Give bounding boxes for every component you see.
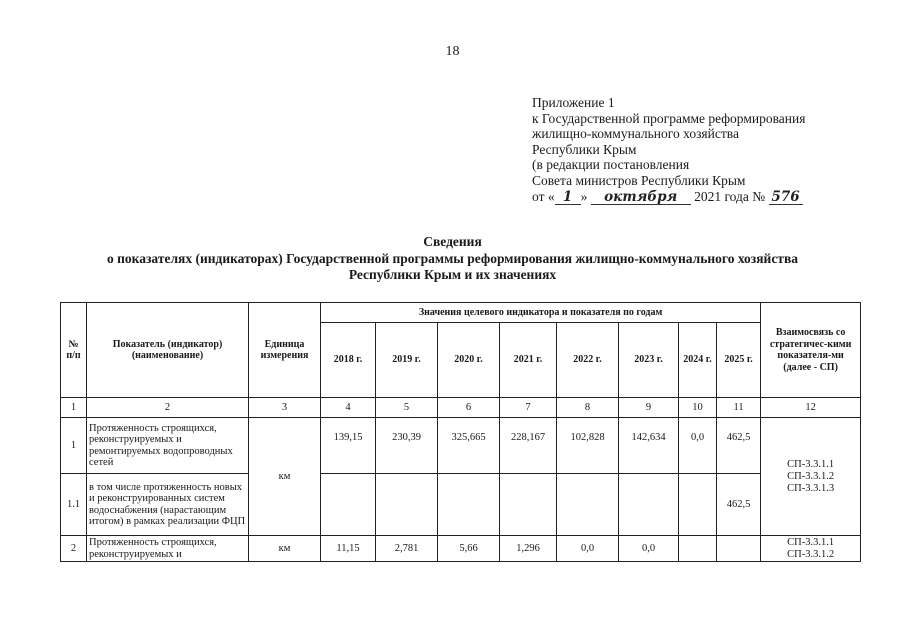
row-value: 102,828 bbox=[557, 418, 619, 474]
row-strategic-link bbox=[761, 418, 861, 536]
row-num: 1 bbox=[61, 418, 87, 474]
row-value: 0,0 bbox=[679, 418, 717, 474]
col-number: 6 bbox=[438, 398, 500, 418]
resolution-number-handwritten: 576 bbox=[769, 190, 803, 205]
header-year: 2022 г. bbox=[557, 323, 619, 398]
row-value bbox=[500, 474, 557, 536]
row-value: 0,0 bbox=[557, 536, 619, 562]
row-sp-codes: СП-3.3.1.1 СП-3.3.1.2 СП-3.3.1.3 bbox=[787, 458, 835, 494]
row-value: 462,5 bbox=[717, 418, 761, 474]
row-value: 11,15 bbox=[321, 536, 376, 562]
date-month-handwritten: октября bbox=[591, 190, 691, 205]
col-number: 1 bbox=[61, 398, 87, 418]
row-value bbox=[717, 536, 761, 562]
row-indicator-name: Протяженность строящихся, реконструируемых и bbox=[87, 536, 249, 562]
row-value bbox=[438, 474, 500, 536]
row-value bbox=[679, 474, 717, 536]
table-row bbox=[61, 474, 861, 536]
col-number: 11 bbox=[717, 398, 761, 418]
indicators-table bbox=[60, 302, 861, 562]
row-indicator-name: Протяженность строящихся, реконструируемых и ремонтируемых водопроводных сетей bbox=[87, 418, 249, 474]
col-number: 8 bbox=[557, 398, 619, 418]
document-title bbox=[0, 234, 905, 284]
row-num: 1.1 bbox=[61, 474, 87, 536]
col-number: 5 bbox=[376, 398, 438, 418]
row-value: 325,665 bbox=[438, 418, 500, 474]
table-row bbox=[61, 536, 861, 562]
header-year: 2023 г. bbox=[619, 323, 679, 398]
date-year: 2021 года № bbox=[694, 188, 766, 204]
row-num: 2 bbox=[61, 536, 87, 562]
date-day-handwritten: 1 bbox=[555, 190, 581, 205]
date-prefix: от « bbox=[532, 188, 555, 204]
resolution-date-line bbox=[532, 189, 805, 205]
date-mid: » bbox=[580, 188, 588, 204]
appendix-line: к Государственной программе реформирования bbox=[532, 110, 806, 126]
row-strategic-link bbox=[761, 536, 861, 562]
appendix-line: (в редакции постановления bbox=[532, 157, 690, 173]
header-values-group: Значения целевого индикатора и показателя по годам bbox=[321, 303, 761, 323]
row-value bbox=[557, 474, 619, 536]
row-value: 142,634 bbox=[619, 418, 679, 474]
header-year: 2024 г. bbox=[679, 323, 717, 398]
row-value: 5,66 bbox=[438, 536, 500, 562]
col-number: 7 bbox=[500, 398, 557, 418]
column-number-row bbox=[61, 398, 861, 418]
row-value: 230,39 bbox=[376, 418, 438, 474]
page-number: 18 bbox=[445, 44, 460, 59]
col-number: 2 bbox=[87, 398, 249, 418]
header-year: 2025 г. bbox=[717, 323, 761, 398]
header-year: 2020 г. bbox=[438, 323, 500, 398]
row-value bbox=[679, 536, 717, 562]
header-num: № п/п bbox=[61, 303, 87, 398]
row-value bbox=[376, 474, 438, 536]
header-year: 2019 г. bbox=[376, 323, 438, 398]
row-unit: км bbox=[249, 536, 321, 562]
col-number: 12 bbox=[761, 398, 861, 418]
appendix-line: жилищно-коммунального хозяйства bbox=[532, 126, 739, 142]
col-number: 4 bbox=[321, 398, 376, 418]
header-indicator: Показатель (индикатор) (наименование) bbox=[87, 303, 249, 398]
row-value: 228,167 bbox=[500, 418, 557, 474]
col-number: 3 bbox=[249, 398, 321, 418]
row-sp-code: СП-3.3.1.1 bbox=[787, 536, 835, 548]
row-value: 2,781 bbox=[376, 536, 438, 562]
header-strategic-link: Взаимосвязь со стратегичес-кими показателя-ми (далее - СП) bbox=[761, 303, 861, 398]
appendix-line: Приложение 1 bbox=[532, 95, 615, 110]
header-unit: Единица измерения bbox=[249, 303, 321, 398]
row-sp-code: СП-3.3.1.2 bbox=[787, 548, 835, 560]
row-value: 0,0 bbox=[619, 536, 679, 562]
row-indicator-name: в том числе протяженность новых и реконструированных систем водоснабжения (нарастающим итогом) в рамках реализации ФЦП bbox=[87, 474, 249, 536]
title-line: Республики Крым и их значениях bbox=[348, 267, 557, 282]
row-value bbox=[619, 474, 679, 536]
title-line: Сведения bbox=[423, 234, 482, 249]
row-value: 462,5 bbox=[717, 474, 761, 536]
row-value: 1,296 bbox=[500, 536, 557, 562]
appendix-block bbox=[532, 95, 805, 205]
row-unit: км bbox=[249, 418, 321, 536]
appendix-line: Республики Крым bbox=[532, 141, 637, 157]
header-year: 2018 г. bbox=[321, 323, 376, 398]
col-number: 9 bbox=[619, 398, 679, 418]
appendix-line: Совета министров Республики Крым bbox=[532, 172, 746, 188]
title-line: о показателях (индикаторах) Государственной программы реформирования жилищно-коммунального хозяйства bbox=[107, 250, 798, 266]
header-year: 2021 г. bbox=[500, 323, 557, 398]
table-row bbox=[61, 418, 861, 474]
row-value: 139,15 bbox=[321, 418, 376, 474]
row-value bbox=[321, 474, 376, 536]
col-number: 10 bbox=[679, 398, 717, 418]
